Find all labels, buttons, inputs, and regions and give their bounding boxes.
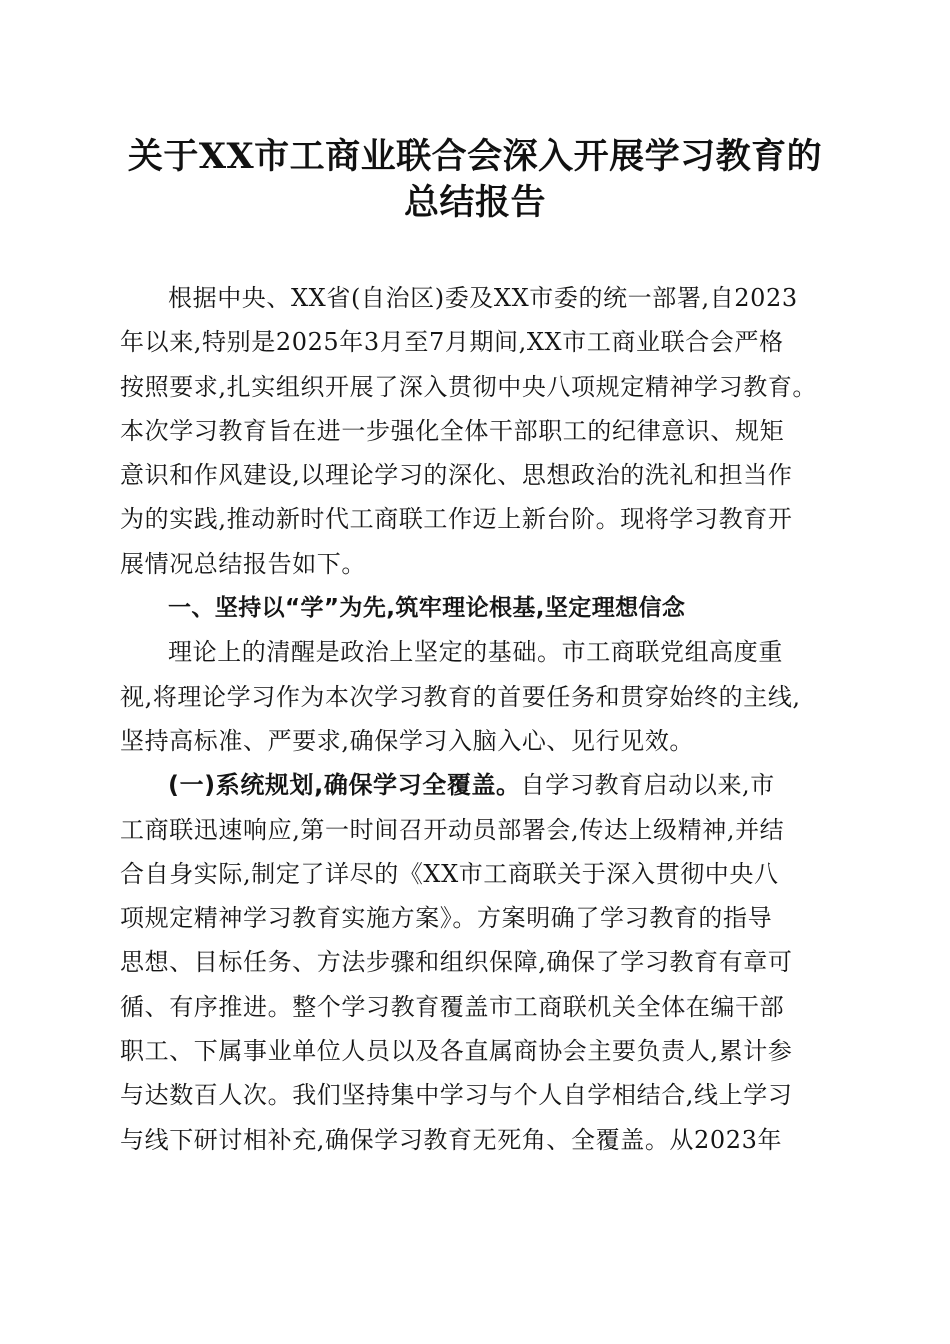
paragraph-line: 合自身实际,制定了详尽的《XX市工商联关于深入贯彻中央八 bbox=[120, 859, 779, 888]
section-1-paragraph bbox=[120, 630, 832, 763]
document-title bbox=[100, 134, 850, 226]
subsection-1-heading: (一)系统规划,确保学习全覆盖。 bbox=[168, 771, 521, 800]
subsection-1-lead: 自学习教育启动以来,市 bbox=[520, 771, 775, 800]
title-line-2: 总结报告 bbox=[403, 182, 546, 223]
paragraph-line: 与达数百人次。我们坚持集中学习与个人自学相结合,线上学习 bbox=[120, 1081, 793, 1110]
paragraph-line: 职工、下属事业单位人员以及各直属商协会主要负责人,累计参 bbox=[120, 1037, 793, 1066]
paragraph-line: 循、有序推进。整个学习教育覆盖市工商联机关全体在编干部 bbox=[120, 992, 785, 1021]
intro-line: 年以来,特别是2025年3月至7月期间,XX市工商业联合会严格 bbox=[120, 328, 784, 357]
section-1-heading: 一、坚持以“学”为先,筑牢理论根基,坚定理想信念 bbox=[168, 595, 686, 622]
paragraph-line: 与线下研讨相补充,确保学习教育无死角、全覆盖。从2023年 bbox=[120, 1125, 783, 1154]
intro-line: 按照要求,扎实组织开展了深入贯彻中央八项规定精神学习教育。 bbox=[120, 372, 818, 401]
paragraph-line: 思想、目标任务、方法步骤和组织保障,确保了学习教育有章可 bbox=[120, 948, 793, 977]
intro-line: 根据中央、XX省(自治区)委及XX市委的统一部署,自2023 bbox=[168, 284, 798, 312]
intro-line: 展情况总结报告如下。 bbox=[120, 549, 366, 578]
paragraph-line: 坚持高标准、严要求,确保学习入脑入心、见行见效。 bbox=[120, 726, 695, 755]
intro-line: 意识和作风建设,以理论学习的深化、思想政治的洗礼和担当作 bbox=[120, 461, 793, 490]
document-body bbox=[120, 276, 832, 1162]
paragraph-line: 视,将理论学习作为本次学习教育的首要任务和贯穿始终的主线, bbox=[120, 682, 801, 711]
paragraph-line: 工商联迅速响应,第一时间召开动员部署会,传达上级精神,并结 bbox=[120, 815, 785, 844]
subsection-1-paragraph bbox=[120, 763, 832, 1162]
subsection-first-line bbox=[120, 763, 832, 807]
intro-paragraph bbox=[120, 276, 832, 586]
title-line-1: 关于XX市工商业联合会深入开展学习教育的 bbox=[127, 136, 823, 177]
paragraph-line: 项规定精神学习教育实施方案》。方案明确了学习教育的指导 bbox=[120, 904, 773, 933]
paragraph-line: 理论上的清醒是政治上坚定的基础。市工商联党组高度重 bbox=[168, 638, 783, 667]
intro-line: 为的实践,推动新时代工商联工作迈上新台阶。现将学习教育开 bbox=[120, 505, 793, 534]
intro-line: 本次学习教育旨在进一步强化全体干部职工的纪律意识、规矩 bbox=[120, 416, 785, 445]
